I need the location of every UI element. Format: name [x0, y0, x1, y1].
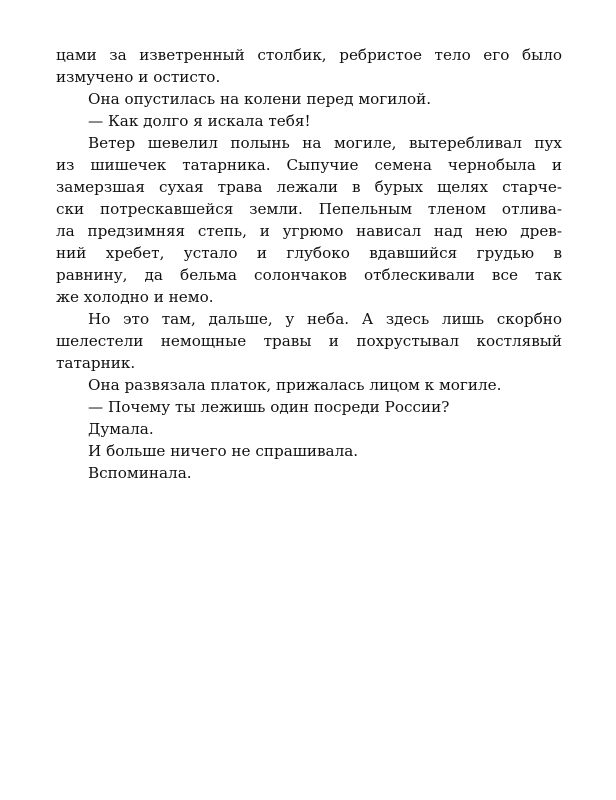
text-line: И больше ничего не спрашивала. [88, 442, 359, 460]
text-line: Но это там, дальше, у неба. А здесь лишь скорбно [88, 310, 562, 328]
text-line: цами за изветренный столбик, ребристое тело его было [56, 46, 562, 64]
text-line: ний хребет, устало и глубоко вдавшийся грудью в [56, 244, 562, 262]
document-page [56, 44, 562, 484]
paragraph [56, 308, 562, 374]
paragraph [56, 88, 562, 110]
text-line: Вспоминала. [88, 464, 192, 482]
paragraph [56, 132, 562, 308]
text-line: татарник. [56, 354, 136, 372]
paragraph [56, 396, 562, 418]
text-line: ла предзимняя степь, и угрюмо нависал над нею древ- [56, 222, 562, 240]
text-line: ски потрескавшейся земли. Пепельным тленом отлива- [56, 200, 562, 218]
text-line: Она опустилась на колени перед могилой. [88, 90, 432, 108]
text-line: же холодно и немо. [56, 288, 214, 306]
paragraph [56, 440, 562, 462]
text-line: Она развязала платок, прижалась лицом к могиле. [88, 376, 502, 394]
text-line: измучено и остисто. [56, 68, 221, 86]
text-line: замерзшая сухая трава лежали в бурых щелях старче- [56, 178, 562, 196]
paragraph [56, 44, 562, 88]
text-line: — Как долго я искала тебя! [88, 112, 311, 130]
text-line: из шишечек татарника. Сыпучие семена чернобыла и [56, 156, 562, 174]
text-line: Ветер шевелил полынь на могиле, вытеребливал пух [88, 134, 562, 152]
paragraph [56, 462, 562, 484]
paragraph [56, 374, 562, 396]
text-line: шелестели немощные травы и похрустывал костлявый [56, 332, 562, 350]
text-line: — Почему ты лежишь один посреди России? [88, 398, 450, 416]
text-line: Думала. [88, 420, 154, 438]
paragraph [56, 418, 562, 440]
text-line: равнину, да бельма солончаков отблескивали все так [56, 266, 562, 284]
paragraph [56, 110, 562, 132]
